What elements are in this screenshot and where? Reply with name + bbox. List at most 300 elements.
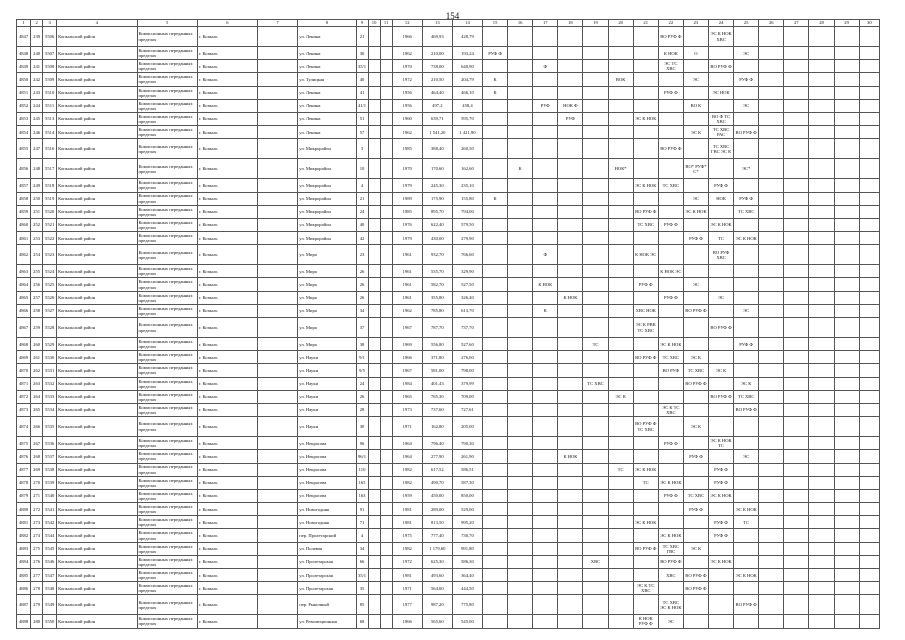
cell-col-4: Копыльский район	[57, 86, 137, 99]
cell-col-27	[784, 542, 809, 555]
cell-col-25: РУФ Ф	[734, 338, 759, 351]
cell-col-30	[859, 338, 879, 351]
cell-col-8: пер. Пролетарский	[298, 529, 356, 542]
cell-col-9: 165	[356, 476, 368, 489]
cell-col-6: г. Копыль	[197, 463, 257, 476]
cell-col-4: Копыльский район	[57, 232, 137, 245]
cell-col-5: Комиссионных переданных пределах	[137, 232, 197, 245]
cell-col-4: Копыльский район	[57, 179, 137, 192]
table-row	[17, 582, 880, 595]
table-row	[17, 463, 880, 476]
cell-col-2: 258	[31, 304, 43, 317]
cell-col-19	[583, 529, 608, 542]
cell-col-5: Комиссионных переданных пределах	[137, 351, 197, 364]
cell-col-11	[380, 192, 392, 205]
cell-col-25	[734, 582, 759, 595]
cell-col-7	[258, 338, 298, 351]
cell-col-25: ЭС	[734, 99, 759, 112]
cell-col-16	[508, 582, 533, 595]
cell-col-22: ЭС К НОК	[658, 529, 683, 542]
cell-col-16	[508, 304, 533, 317]
cell-col-20	[608, 595, 633, 615]
cell-col-12: 1956	[392, 99, 422, 112]
cell-col-28	[809, 555, 834, 568]
cell-col-23	[683, 179, 708, 192]
cell-col-24: ЭС К НОК	[709, 218, 734, 231]
table-row	[17, 351, 880, 364]
cell-col-23: ЭС К НОК	[683, 205, 708, 218]
cell-col-20	[608, 218, 633, 231]
cell-col-23	[683, 437, 708, 450]
cell-col-15	[483, 338, 508, 351]
cell-col-5: Комиссионных переданных пределах	[137, 529, 197, 542]
cell-col-15	[483, 582, 508, 595]
cell-col-12: 1979	[392, 232, 422, 245]
table-row	[17, 542, 880, 555]
cell-col-24	[709, 338, 734, 351]
cell-col-29	[834, 304, 859, 317]
cell-col-3: 5548	[43, 582, 57, 595]
cell-col-1: 4867	[17, 318, 31, 338]
cell-col-14: 709,00	[452, 390, 482, 403]
column-number-1: 1	[17, 20, 31, 27]
cell-col-18	[558, 205, 583, 218]
cell-col-3: 5532	[43, 377, 57, 390]
cell-col-3: 5542	[43, 516, 57, 529]
cell-col-29	[834, 126, 859, 139]
cell-col-1: 4856	[17, 159, 31, 179]
cell-col-27	[784, 86, 809, 99]
cell-col-8: ул. Новогодняя	[298, 516, 356, 529]
cell-col-29	[834, 489, 859, 502]
cell-col-25	[734, 218, 759, 231]
cell-col-1: 4862	[17, 245, 31, 265]
cell-col-7	[258, 265, 298, 278]
cell-col-27	[784, 218, 809, 231]
cell-col-24	[709, 615, 734, 628]
cell-col-5: Комиссионных переданных пределах	[137, 112, 197, 125]
cell-col-7	[258, 73, 298, 86]
cell-col-15	[483, 476, 508, 489]
cell-col-18	[558, 489, 583, 502]
cell-col-16	[508, 27, 533, 47]
cell-col-26	[759, 351, 784, 364]
cell-col-20	[608, 265, 633, 278]
cell-col-26	[759, 126, 784, 139]
cell-col-13: 493,60	[422, 569, 452, 582]
cell-col-4: Копыльский район	[57, 245, 137, 265]
cell-col-20	[608, 179, 633, 192]
cell-col-22: ЭС	[658, 615, 683, 628]
column-number-21: 21	[633, 20, 658, 27]
cell-col-5: Комиссионных переданных пределах	[137, 99, 197, 112]
cell-col-7	[258, 403, 298, 416]
cell-col-29	[834, 403, 859, 416]
cell-col-5: Комиссионных переданных пределах	[137, 218, 197, 231]
cell-col-7	[258, 595, 298, 615]
cell-col-23	[683, 529, 708, 542]
cell-col-12: 1965	[392, 390, 422, 403]
cell-col-14: 329,90	[452, 265, 482, 278]
cell-col-17: Ф	[533, 60, 558, 73]
cell-col-25	[734, 265, 759, 278]
cell-col-10	[368, 99, 380, 112]
cell-col-19	[583, 27, 608, 47]
cell-col-12: 1976	[392, 218, 422, 231]
cell-col-25	[734, 437, 759, 450]
cell-col-5: Комиссионных переданных пределах	[137, 463, 197, 476]
cell-col-22	[658, 503, 683, 516]
cell-col-6: г. Копыль	[197, 417, 257, 437]
cell-col-26	[759, 450, 784, 463]
cell-col-23	[683, 615, 708, 628]
cell-col-18	[558, 304, 583, 317]
cell-col-16	[508, 318, 533, 338]
cell-col-5: Комиссионных переданных пределах	[137, 265, 197, 278]
cell-col-12: 1979	[392, 179, 422, 192]
cell-col-14: 162,60	[452, 159, 482, 179]
cell-col-10	[368, 291, 380, 304]
cell-col-21: ТС	[633, 476, 658, 489]
column-number-23: 23	[683, 20, 708, 27]
cell-col-9: 35/1	[356, 569, 368, 582]
cell-col-8: ул. Науки	[298, 351, 356, 364]
cell-col-18	[558, 139, 583, 159]
cell-col-7	[258, 450, 298, 463]
cell-col-25: ВО РУФ Ф	[734, 126, 759, 139]
cell-col-9: 4	[356, 179, 368, 192]
cell-col-1: 4860	[17, 218, 31, 231]
table-row	[17, 595, 880, 615]
cell-col-7	[258, 245, 298, 265]
cell-col-19	[583, 139, 608, 159]
cell-col-22	[658, 450, 683, 463]
cell-col-26	[759, 99, 784, 112]
cell-col-12: 1956	[392, 86, 422, 99]
cell-col-22: ВО РУФ Ф	[658, 555, 683, 568]
cell-col-28	[809, 390, 834, 403]
cell-col-23	[683, 86, 708, 99]
cell-col-11	[380, 437, 392, 450]
cell-col-17	[533, 476, 558, 489]
cell-col-2: 244	[31, 99, 43, 112]
cell-col-20	[608, 403, 633, 416]
cell-col-3: 5547	[43, 569, 57, 582]
cell-col-17: Ф	[533, 245, 558, 265]
cell-col-20	[608, 377, 633, 390]
cell-col-9: 34	[356, 542, 368, 555]
cell-col-30	[859, 318, 879, 338]
cell-col-6: г. Копыль	[197, 265, 257, 278]
cell-col-25: РУФ Ф	[734, 73, 759, 86]
cell-col-30	[859, 595, 879, 615]
cell-col-2: 239	[31, 27, 43, 47]
cell-col-24	[709, 569, 734, 582]
cell-col-25	[734, 489, 759, 502]
cell-col-28	[809, 450, 834, 463]
cell-col-12: 1966	[392, 615, 422, 628]
cell-col-4: Копыльский район	[57, 377, 137, 390]
cell-col-30	[859, 377, 879, 390]
cell-col-19	[583, 232, 608, 245]
cell-col-11	[380, 47, 392, 60]
cell-col-12: 1969	[392, 338, 422, 351]
cell-col-17	[533, 218, 558, 231]
cell-col-21	[633, 364, 658, 377]
cell-col-28	[809, 364, 834, 377]
cell-col-19	[583, 595, 608, 615]
cell-col-23: РУФ Ф	[683, 232, 708, 245]
cell-col-11	[380, 595, 392, 615]
cell-col-24	[709, 351, 734, 364]
cell-col-13: 535,70	[422, 265, 452, 278]
cell-col-21	[633, 555, 658, 568]
cell-col-11	[380, 476, 392, 489]
table-row	[17, 417, 880, 437]
cell-col-4: Копыльский район	[57, 112, 137, 125]
cell-col-14: 737,70	[452, 318, 482, 338]
cell-col-24: ВО РУФ ХВС	[709, 245, 734, 265]
cell-col-28	[809, 476, 834, 489]
cell-col-29	[834, 278, 859, 291]
cell-col-29	[834, 595, 859, 615]
cell-col-9: 21	[356, 27, 368, 47]
cell-col-23	[683, 291, 708, 304]
cell-col-23: ЭС К	[683, 351, 708, 364]
cell-col-8: ул. Некрасова	[298, 463, 356, 476]
cell-col-23: ВО РУФ Ф	[683, 569, 708, 582]
cell-col-6: г. Копыль	[197, 555, 257, 568]
cell-col-20	[608, 529, 633, 542]
cell-col-3: 5519	[43, 192, 57, 205]
cell-col-24	[709, 582, 734, 595]
cell-col-30	[859, 437, 879, 450]
cell-col-18	[558, 555, 583, 568]
column-number-30: 30	[859, 20, 879, 27]
cell-col-29	[834, 245, 859, 265]
cell-col-6: г. Копыль	[197, 73, 257, 86]
cell-col-10	[368, 218, 380, 231]
cell-col-14: 995,20	[452, 516, 482, 529]
cell-col-9: 4	[356, 529, 368, 542]
cell-col-24	[709, 265, 734, 278]
cell-col-10	[368, 529, 380, 542]
cell-col-28	[809, 304, 834, 317]
cell-col-19	[583, 218, 608, 231]
cell-col-21	[633, 73, 658, 86]
cell-col-16	[508, 555, 533, 568]
cell-col-20: НОК*	[608, 159, 633, 179]
cell-col-1: 4875	[17, 437, 31, 450]
cell-col-10	[368, 139, 380, 159]
cell-col-12: 1972	[392, 555, 422, 568]
cell-col-23: ЭС	[683, 278, 708, 291]
cell-col-19	[583, 582, 608, 595]
cell-col-1: 4888	[17, 615, 31, 628]
cell-col-25: РУФ Ф	[734, 192, 759, 205]
cell-col-12: 1982	[392, 542, 422, 555]
cell-col-18: К НОК	[558, 450, 583, 463]
cell-col-11	[380, 318, 392, 338]
cell-col-30	[859, 450, 879, 463]
cell-col-22	[658, 192, 683, 205]
cell-col-21: ЭС К НОК	[633, 516, 658, 529]
cell-col-12: 1962	[392, 47, 422, 60]
cell-col-20	[608, 569, 633, 582]
cell-col-16	[508, 503, 533, 516]
cell-col-18	[558, 364, 583, 377]
cell-col-5: Комиссионных переданных пределах	[137, 291, 197, 304]
cell-col-30	[859, 47, 879, 60]
cell-col-14: 595,70	[452, 112, 482, 125]
cell-col-15	[483, 278, 508, 291]
cell-col-1: 4872	[17, 390, 31, 403]
cell-col-27	[784, 60, 809, 73]
cell-col-26	[759, 555, 784, 568]
cell-col-22	[658, 159, 683, 179]
cell-col-10	[368, 232, 380, 245]
cell-col-15	[483, 304, 508, 317]
cell-col-13: 987,20	[422, 595, 452, 615]
cell-col-18	[558, 232, 583, 245]
cell-col-19	[583, 179, 608, 192]
cell-col-2: 262	[31, 364, 43, 377]
cell-col-11	[380, 489, 392, 502]
cell-col-23	[683, 112, 708, 125]
cell-col-16	[508, 351, 533, 364]
cell-col-19	[583, 364, 608, 377]
cell-col-14: 276,00	[452, 351, 482, 364]
cell-col-10	[368, 278, 380, 291]
cell-col-19	[583, 60, 608, 73]
cell-col-15	[483, 595, 508, 615]
cell-col-18	[558, 516, 583, 529]
cell-col-3: 5536	[43, 437, 57, 450]
cell-col-4: Копыльский район	[57, 615, 137, 628]
cell-col-18	[558, 159, 583, 179]
cell-col-10	[368, 476, 380, 489]
cell-col-30	[859, 86, 879, 99]
column-number-row	[17, 20, 880, 27]
cell-col-24	[709, 205, 734, 218]
cell-col-19	[583, 112, 608, 125]
cell-col-23: ВО К	[683, 99, 708, 112]
cell-col-18	[558, 582, 583, 595]
cell-col-30	[859, 245, 879, 265]
cell-col-18	[558, 27, 583, 47]
cell-col-14: 1 421,90	[452, 126, 482, 139]
cell-col-18	[558, 529, 583, 542]
cell-col-11	[380, 417, 392, 437]
cell-col-9: 96/1	[356, 450, 368, 463]
cell-col-5: Комиссионных переданных пределах	[137, 503, 197, 516]
table-row	[17, 73, 880, 86]
cell-col-24: ТС ХВС РАС	[709, 126, 734, 139]
cell-col-25	[734, 27, 759, 47]
cell-col-12: 1962	[392, 126, 422, 139]
cell-col-8: ул. Некрасова	[298, 437, 356, 450]
cell-col-27	[784, 489, 809, 502]
cell-col-10	[368, 463, 380, 476]
cell-col-19	[583, 516, 608, 529]
cell-col-13: 371,80	[422, 351, 452, 364]
cell-col-8: ул. Тулицкая	[298, 73, 356, 86]
cell-col-19	[583, 476, 608, 489]
cell-col-4: Копыльский район	[57, 364, 137, 377]
cell-col-4: Копыльский район	[57, 218, 137, 231]
cell-col-13: 796,40	[422, 437, 452, 450]
cell-col-4: Копыльский район	[57, 390, 137, 403]
cell-col-22	[658, 126, 683, 139]
cell-col-21	[633, 377, 658, 390]
cell-col-28	[809, 27, 834, 47]
cell-col-8: ул. Микрорайон	[298, 192, 356, 205]
cell-col-22: ЭС К НОК	[658, 338, 683, 351]
cell-col-1: 4883	[17, 542, 31, 555]
cell-col-9: 51	[356, 112, 368, 125]
cell-col-25: ВО РУФ Ф	[734, 403, 759, 416]
cell-col-8: ул. Микрорайон	[298, 139, 356, 159]
cell-col-24	[709, 73, 734, 86]
cell-col-17	[533, 542, 558, 555]
cell-col-15	[483, 318, 508, 338]
cell-col-6: г. Копыль	[197, 304, 257, 317]
cell-col-27	[784, 595, 809, 615]
cell-col-1: 4848	[17, 47, 31, 60]
cell-col-29	[834, 463, 859, 476]
cell-col-26	[759, 338, 784, 351]
cell-col-14: 155,80	[452, 192, 482, 205]
cell-col-12: 1970	[392, 60, 422, 73]
cell-col-11	[380, 569, 392, 582]
cell-col-17	[533, 265, 558, 278]
cell-col-21	[633, 139, 658, 159]
cell-col-7	[258, 364, 298, 377]
cell-col-16	[508, 390, 533, 403]
cell-col-30	[859, 112, 879, 125]
cell-col-6: г. Копыль	[197, 364, 257, 377]
cell-col-24: РУФ Ф	[709, 516, 734, 529]
cell-col-11	[380, 529, 392, 542]
cell-col-16	[508, 291, 533, 304]
cell-col-4: Копыльский район	[57, 27, 137, 47]
cell-col-18	[558, 265, 583, 278]
cell-col-1: 4876	[17, 450, 31, 463]
cell-col-3: 5538	[43, 463, 57, 476]
cell-col-15	[483, 60, 508, 73]
cell-col-16	[508, 377, 533, 390]
cell-col-19	[583, 463, 608, 476]
cell-col-28	[809, 489, 834, 502]
cell-col-21: ВО РУФ Ф	[633, 205, 658, 218]
cell-col-20	[608, 489, 633, 502]
cell-col-30	[859, 476, 879, 489]
cell-col-2: 251	[31, 205, 43, 218]
cell-col-27	[784, 47, 809, 60]
cell-col-13: 895,70	[422, 205, 452, 218]
cell-col-4: Копыльский район	[57, 159, 137, 179]
cell-col-7	[258, 351, 298, 364]
cell-col-2: 242	[31, 73, 43, 86]
cell-col-3: 5529	[43, 338, 57, 351]
cell-col-13: 289,00	[422, 503, 452, 516]
cell-col-17	[533, 529, 558, 542]
cell-col-11	[380, 463, 392, 476]
cell-col-18	[558, 615, 583, 628]
cell-col-14: 204,79	[452, 73, 482, 86]
table-row	[17, 86, 880, 99]
cell-col-17	[533, 179, 558, 192]
